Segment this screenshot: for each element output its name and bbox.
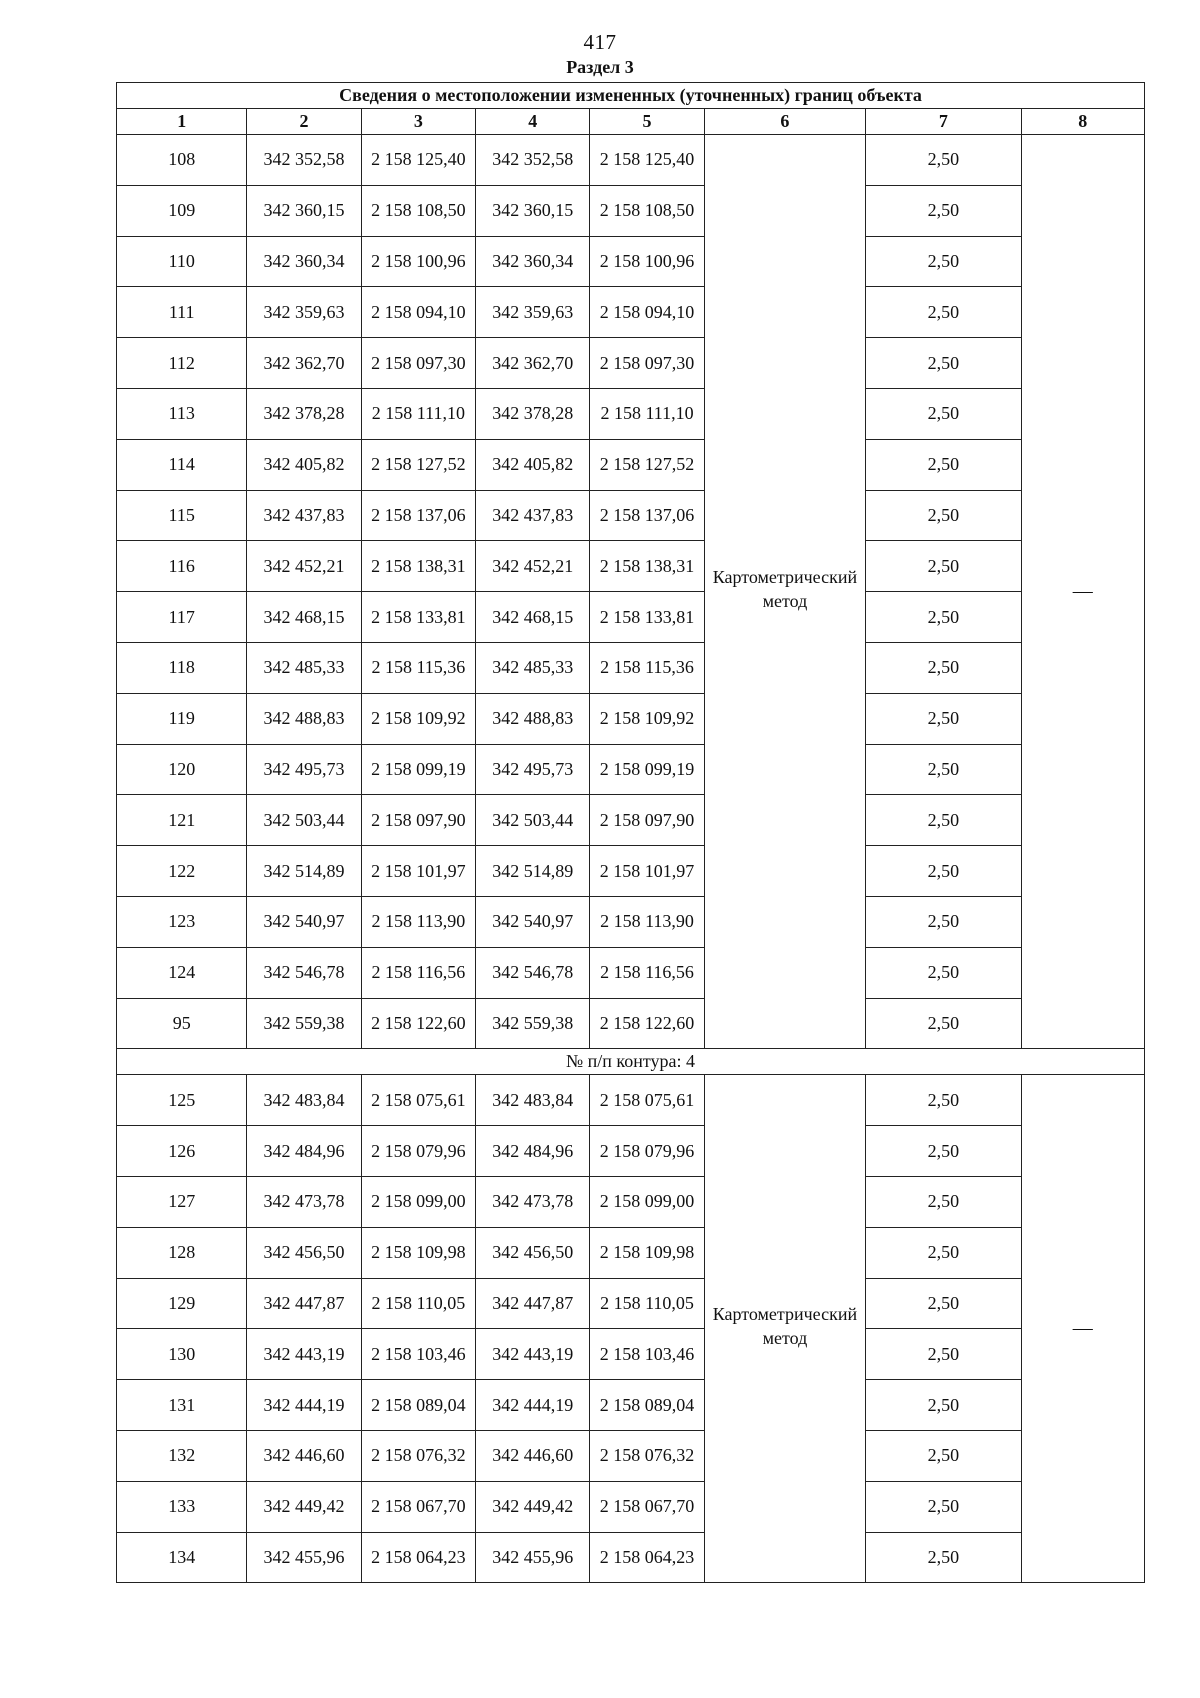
- y-new-cell: 2 158 089,04: [590, 1380, 704, 1431]
- table-row: [117, 693, 1145, 744]
- x-new-cell: 342 362,70: [476, 338, 590, 389]
- point-number-cell: 122: [117, 846, 247, 897]
- page-number: 417: [583, 30, 617, 54]
- point-number-cell: 128: [117, 1227, 247, 1278]
- point-number-cell: 129: [117, 1278, 247, 1329]
- y-new-cell: 2 158 108,50: [590, 185, 704, 236]
- accuracy-cell: 2,50: [866, 541, 1021, 592]
- y-existing-cell: 2 158 109,98: [361, 1227, 475, 1278]
- accuracy-cell: 2,50: [866, 236, 1021, 287]
- accuracy-cell: 2,50: [866, 1227, 1021, 1278]
- y-existing-cell: 2 158 099,00: [361, 1176, 475, 1227]
- accuracy-cell: 2,50: [866, 846, 1021, 897]
- x-new-cell: 342 352,58: [476, 135, 590, 186]
- x-existing-cell: 342 360,34: [247, 236, 361, 287]
- x-existing-cell: 342 352,58: [247, 135, 361, 186]
- x-new-cell: 342 484,96: [476, 1126, 590, 1177]
- x-existing-cell: 342 473,78: [247, 1176, 361, 1227]
- column-number: 7: [866, 109, 1021, 135]
- point-number-cell: 121: [117, 795, 247, 846]
- point-number-cell: 123: [117, 896, 247, 947]
- y-existing-cell: 2 158 094,10: [361, 287, 475, 338]
- accuracy-cell: 2,50: [866, 693, 1021, 744]
- y-existing-cell: 2 158 122,60: [361, 998, 475, 1049]
- table-row: [117, 541, 1145, 592]
- x-existing-cell: 342 503,44: [247, 795, 361, 846]
- table-row: [117, 896, 1145, 947]
- y-new-cell: 2 158 079,96: [590, 1126, 704, 1177]
- x-new-cell: 342 503,44: [476, 795, 590, 846]
- column-number: 4: [476, 109, 590, 135]
- point-number-cell: 124: [117, 947, 247, 998]
- y-new-cell: 2 158 076,32: [590, 1430, 704, 1481]
- y-new-cell: 2 158 075,61: [590, 1075, 704, 1126]
- y-new-cell: 2 158 101,97: [590, 846, 704, 897]
- point-number-cell: 127: [117, 1176, 247, 1227]
- method-cell: Картометрический метод: [704, 135, 865, 1049]
- point-number-cell: 113: [117, 388, 247, 439]
- boundary-coordinates-table: [116, 82, 1145, 1583]
- table-row: [117, 642, 1145, 693]
- y-existing-cell: 2 158 127,52: [361, 439, 475, 490]
- table-row: [117, 1329, 1145, 1380]
- x-new-cell: 342 483,84: [476, 1075, 590, 1126]
- x-new-cell: 342 405,82: [476, 439, 590, 490]
- y-existing-cell: 2 158 103,46: [361, 1329, 475, 1380]
- y-existing-cell: 2 158 108,50: [361, 185, 475, 236]
- x-existing-cell: 342 456,50: [247, 1227, 361, 1278]
- table-row: [117, 592, 1145, 643]
- y-existing-cell: 2 158 101,97: [361, 846, 475, 897]
- y-new-cell: 2 158 110,05: [590, 1278, 704, 1329]
- y-existing-cell: 2 158 079,96: [361, 1126, 475, 1177]
- y-new-cell: 2 158 111,10: [590, 388, 704, 439]
- point-number-cell: 118: [117, 642, 247, 693]
- y-existing-cell: 2 158 097,90: [361, 795, 475, 846]
- x-existing-cell: 342 449,42: [247, 1481, 361, 1532]
- accuracy-cell: 2,50: [866, 1075, 1021, 1126]
- point-number-cell: 126: [117, 1126, 247, 1177]
- accuracy-cell: 2,50: [866, 1380, 1021, 1431]
- x-new-cell: 342 360,34: [476, 236, 590, 287]
- x-existing-cell: 342 405,82: [247, 439, 361, 490]
- y-new-cell: 2 158 133,81: [590, 592, 704, 643]
- x-new-cell: 342 473,78: [476, 1176, 590, 1227]
- table-caption: Сведения о местоположении измененных (уточненных) границ объекта: [117, 83, 1145, 109]
- accuracy-cell: 2,50: [866, 1126, 1021, 1177]
- x-existing-cell: 342 443,19: [247, 1329, 361, 1380]
- x-existing-cell: 342 447,87: [247, 1278, 361, 1329]
- table-row: [117, 1227, 1145, 1278]
- x-existing-cell: 342 488,83: [247, 693, 361, 744]
- point-number-cell: 130: [117, 1329, 247, 1380]
- y-new-cell: 2 158 138,31: [590, 541, 704, 592]
- point-number-cell: 117: [117, 592, 247, 643]
- x-existing-cell: 342 495,73: [247, 744, 361, 795]
- y-existing-cell: 2 158 097,30: [361, 338, 475, 389]
- y-new-cell: 2 158 067,70: [590, 1481, 704, 1532]
- y-existing-cell: 2 158 067,70: [361, 1481, 475, 1532]
- x-new-cell: 342 447,87: [476, 1278, 590, 1329]
- x-existing-cell: 342 485,33: [247, 642, 361, 693]
- x-new-cell: 342 559,38: [476, 998, 590, 1049]
- y-new-cell: 2 158 109,92: [590, 693, 704, 744]
- accuracy-cell: 2,50: [866, 388, 1021, 439]
- point-number-cell: 120: [117, 744, 247, 795]
- accuracy-cell: 2,50: [866, 1481, 1021, 1532]
- y-existing-cell: 2 158 089,04: [361, 1380, 475, 1431]
- y-existing-cell: 2 158 075,61: [361, 1075, 475, 1126]
- x-new-cell: 342 546,78: [476, 947, 590, 998]
- y-new-cell: 2 158 097,30: [590, 338, 704, 389]
- y-existing-cell: 2 158 137,06: [361, 490, 475, 541]
- column-number: 8: [1021, 109, 1144, 135]
- accuracy-cell: 2,50: [866, 185, 1021, 236]
- accuracy-cell: 2,50: [866, 490, 1021, 541]
- column-number: 5: [590, 109, 704, 135]
- x-new-cell: 342 495,73: [476, 744, 590, 795]
- x-existing-cell: 342 446,60: [247, 1430, 361, 1481]
- y-existing-cell: 2 158 115,36: [361, 642, 475, 693]
- y-new-cell: 2 158 116,56: [590, 947, 704, 998]
- table-row: [117, 1176, 1145, 1227]
- table-row: [117, 795, 1145, 846]
- point-number-cell: 119: [117, 693, 247, 744]
- table-row: [117, 1430, 1145, 1481]
- x-new-cell: 342 468,15: [476, 592, 590, 643]
- accuracy-cell: 2,50: [866, 1532, 1021, 1583]
- section-title: Раздел 3: [566, 57, 634, 77]
- y-existing-cell: 2 158 138,31: [361, 541, 475, 592]
- x-existing-cell: 342 540,97: [247, 896, 361, 947]
- x-existing-cell: 342 359,63: [247, 287, 361, 338]
- column-number: 1: [117, 109, 247, 135]
- y-new-cell: 2 158 113,90: [590, 896, 704, 947]
- point-number-cell: 131: [117, 1380, 247, 1431]
- point-number-cell: 112: [117, 338, 247, 389]
- table-row: [117, 1278, 1145, 1329]
- column-number: 6: [704, 109, 865, 135]
- y-new-cell: 2 158 125,40: [590, 135, 704, 186]
- point-number-cell: 114: [117, 439, 247, 490]
- x-new-cell: 342 443,19: [476, 1329, 590, 1380]
- table-row: [117, 1481, 1145, 1532]
- y-new-cell: 2 158 115,36: [590, 642, 704, 693]
- y-new-cell: 2 158 097,90: [590, 795, 704, 846]
- point-number-cell: 125: [117, 1075, 247, 1126]
- x-new-cell: 342 452,21: [476, 541, 590, 592]
- x-new-cell: 342 444,19: [476, 1380, 590, 1431]
- accuracy-cell: 2,50: [866, 1278, 1021, 1329]
- x-new-cell: 342 455,96: [476, 1532, 590, 1583]
- x-existing-cell: 342 437,83: [247, 490, 361, 541]
- column-number: 3: [361, 109, 475, 135]
- y-new-cell: 2 158 127,52: [590, 439, 704, 490]
- x-new-cell: 342 488,83: [476, 693, 590, 744]
- y-new-cell: 2 158 064,23: [590, 1532, 704, 1583]
- x-existing-cell: 342 468,15: [247, 592, 361, 643]
- x-new-cell: 342 378,28: [476, 388, 590, 439]
- x-existing-cell: 342 514,89: [247, 846, 361, 897]
- accuracy-cell: 2,50: [866, 287, 1021, 338]
- point-number-cell: 111: [117, 287, 247, 338]
- accuracy-cell: 2,50: [866, 744, 1021, 795]
- y-existing-cell: 2 158 076,32: [361, 1430, 475, 1481]
- table-row: [117, 744, 1145, 795]
- table-row: [117, 236, 1145, 287]
- table-row: [117, 1532, 1145, 1583]
- method-cell: Картометрический метод: [704, 1075, 865, 1583]
- column-number-row: [117, 109, 1145, 135]
- y-existing-cell: 2 158 064,23: [361, 1532, 475, 1583]
- y-new-cell: 2 158 099,19: [590, 744, 704, 795]
- y-new-cell: 2 158 094,10: [590, 287, 704, 338]
- table-row: [117, 338, 1145, 389]
- y-new-cell: 2 158 103,46: [590, 1329, 704, 1380]
- y-new-cell: 2 158 099,00: [590, 1176, 704, 1227]
- point-number-cell: 132: [117, 1430, 247, 1481]
- y-existing-cell: 2 158 133,81: [361, 592, 475, 643]
- x-existing-cell: 342 360,15: [247, 185, 361, 236]
- point-number-cell: 134: [117, 1532, 247, 1583]
- accuracy-cell: 2,50: [866, 439, 1021, 490]
- x-new-cell: 342 449,42: [476, 1481, 590, 1532]
- point-number-cell: 110: [117, 236, 247, 287]
- table-row: [117, 998, 1145, 1049]
- table-row: [117, 1126, 1145, 1177]
- x-new-cell: 342 456,50: [476, 1227, 590, 1278]
- point-number-cell: 115: [117, 490, 247, 541]
- y-existing-cell: 2 158 100,96: [361, 236, 475, 287]
- point-number-cell: 95: [117, 998, 247, 1049]
- column-number: 2: [247, 109, 361, 135]
- accuracy-cell: 2,50: [866, 896, 1021, 947]
- accuracy-cell: 2,50: [866, 135, 1021, 186]
- y-existing-cell: 2 158 099,19: [361, 744, 475, 795]
- table-row: [117, 1075, 1145, 1126]
- x-existing-cell: 342 362,70: [247, 338, 361, 389]
- x-existing-cell: 342 559,38: [247, 998, 361, 1049]
- x-new-cell: 342 514,89: [476, 846, 590, 897]
- x-new-cell: 342 359,63: [476, 287, 590, 338]
- x-existing-cell: 342 455,96: [247, 1532, 361, 1583]
- table-row: [117, 388, 1145, 439]
- x-new-cell: 342 360,15: [476, 185, 590, 236]
- point-number-cell: 133: [117, 1481, 247, 1532]
- x-existing-cell: 342 546,78: [247, 947, 361, 998]
- table-row: [117, 135, 1145, 186]
- accuracy-cell: 2,50: [866, 998, 1021, 1049]
- y-existing-cell: 2 158 110,05: [361, 1278, 475, 1329]
- x-existing-cell: 342 444,19: [247, 1380, 361, 1431]
- x-new-cell: 342 485,33: [476, 642, 590, 693]
- y-new-cell: 2 158 137,06: [590, 490, 704, 541]
- y-existing-cell: 2 158 113,90: [361, 896, 475, 947]
- point-number-cell: 108: [117, 135, 247, 186]
- accuracy-cell: 2,50: [866, 947, 1021, 998]
- note-cell: —: [1021, 1075, 1144, 1583]
- point-number-cell: 109: [117, 185, 247, 236]
- y-existing-cell: 2 158 111,10: [361, 388, 475, 439]
- y-existing-cell: 2 158 116,56: [361, 947, 475, 998]
- y-existing-cell: 2 158 125,40: [361, 135, 475, 186]
- y-new-cell: 2 158 100,96: [590, 236, 704, 287]
- x-new-cell: 342 540,97: [476, 896, 590, 947]
- y-existing-cell: 2 158 109,92: [361, 693, 475, 744]
- accuracy-cell: 2,50: [866, 795, 1021, 846]
- y-new-cell: 2 158 109,98: [590, 1227, 704, 1278]
- contour-label: № п/п контура: 4: [117, 1049, 1145, 1075]
- table-row: [117, 439, 1145, 490]
- table-body: [117, 135, 1145, 1583]
- x-existing-cell: 342 484,96: [247, 1126, 361, 1177]
- table-row: [117, 287, 1145, 338]
- point-number-cell: 116: [117, 541, 247, 592]
- table-row: [117, 947, 1145, 998]
- table-row: [117, 185, 1145, 236]
- x-existing-cell: 342 483,84: [247, 1075, 361, 1126]
- x-existing-cell: 342 378,28: [247, 388, 361, 439]
- y-new-cell: 2 158 122,60: [590, 998, 704, 1049]
- accuracy-cell: 2,50: [866, 1329, 1021, 1380]
- table-row: [117, 1380, 1145, 1431]
- accuracy-cell: 2,50: [866, 642, 1021, 693]
- accuracy-cell: 2,50: [866, 1430, 1021, 1481]
- accuracy-cell: 2,50: [866, 592, 1021, 643]
- x-new-cell: 342 446,60: [476, 1430, 590, 1481]
- x-existing-cell: 342 452,21: [247, 541, 361, 592]
- table-row: [117, 490, 1145, 541]
- contour-row: [117, 1049, 1145, 1075]
- accuracy-cell: 2,50: [866, 1176, 1021, 1227]
- accuracy-cell: 2,50: [866, 338, 1021, 389]
- x-new-cell: 342 437,83: [476, 490, 590, 541]
- note-cell: —: [1021, 135, 1144, 1049]
- table-row: [117, 846, 1145, 897]
